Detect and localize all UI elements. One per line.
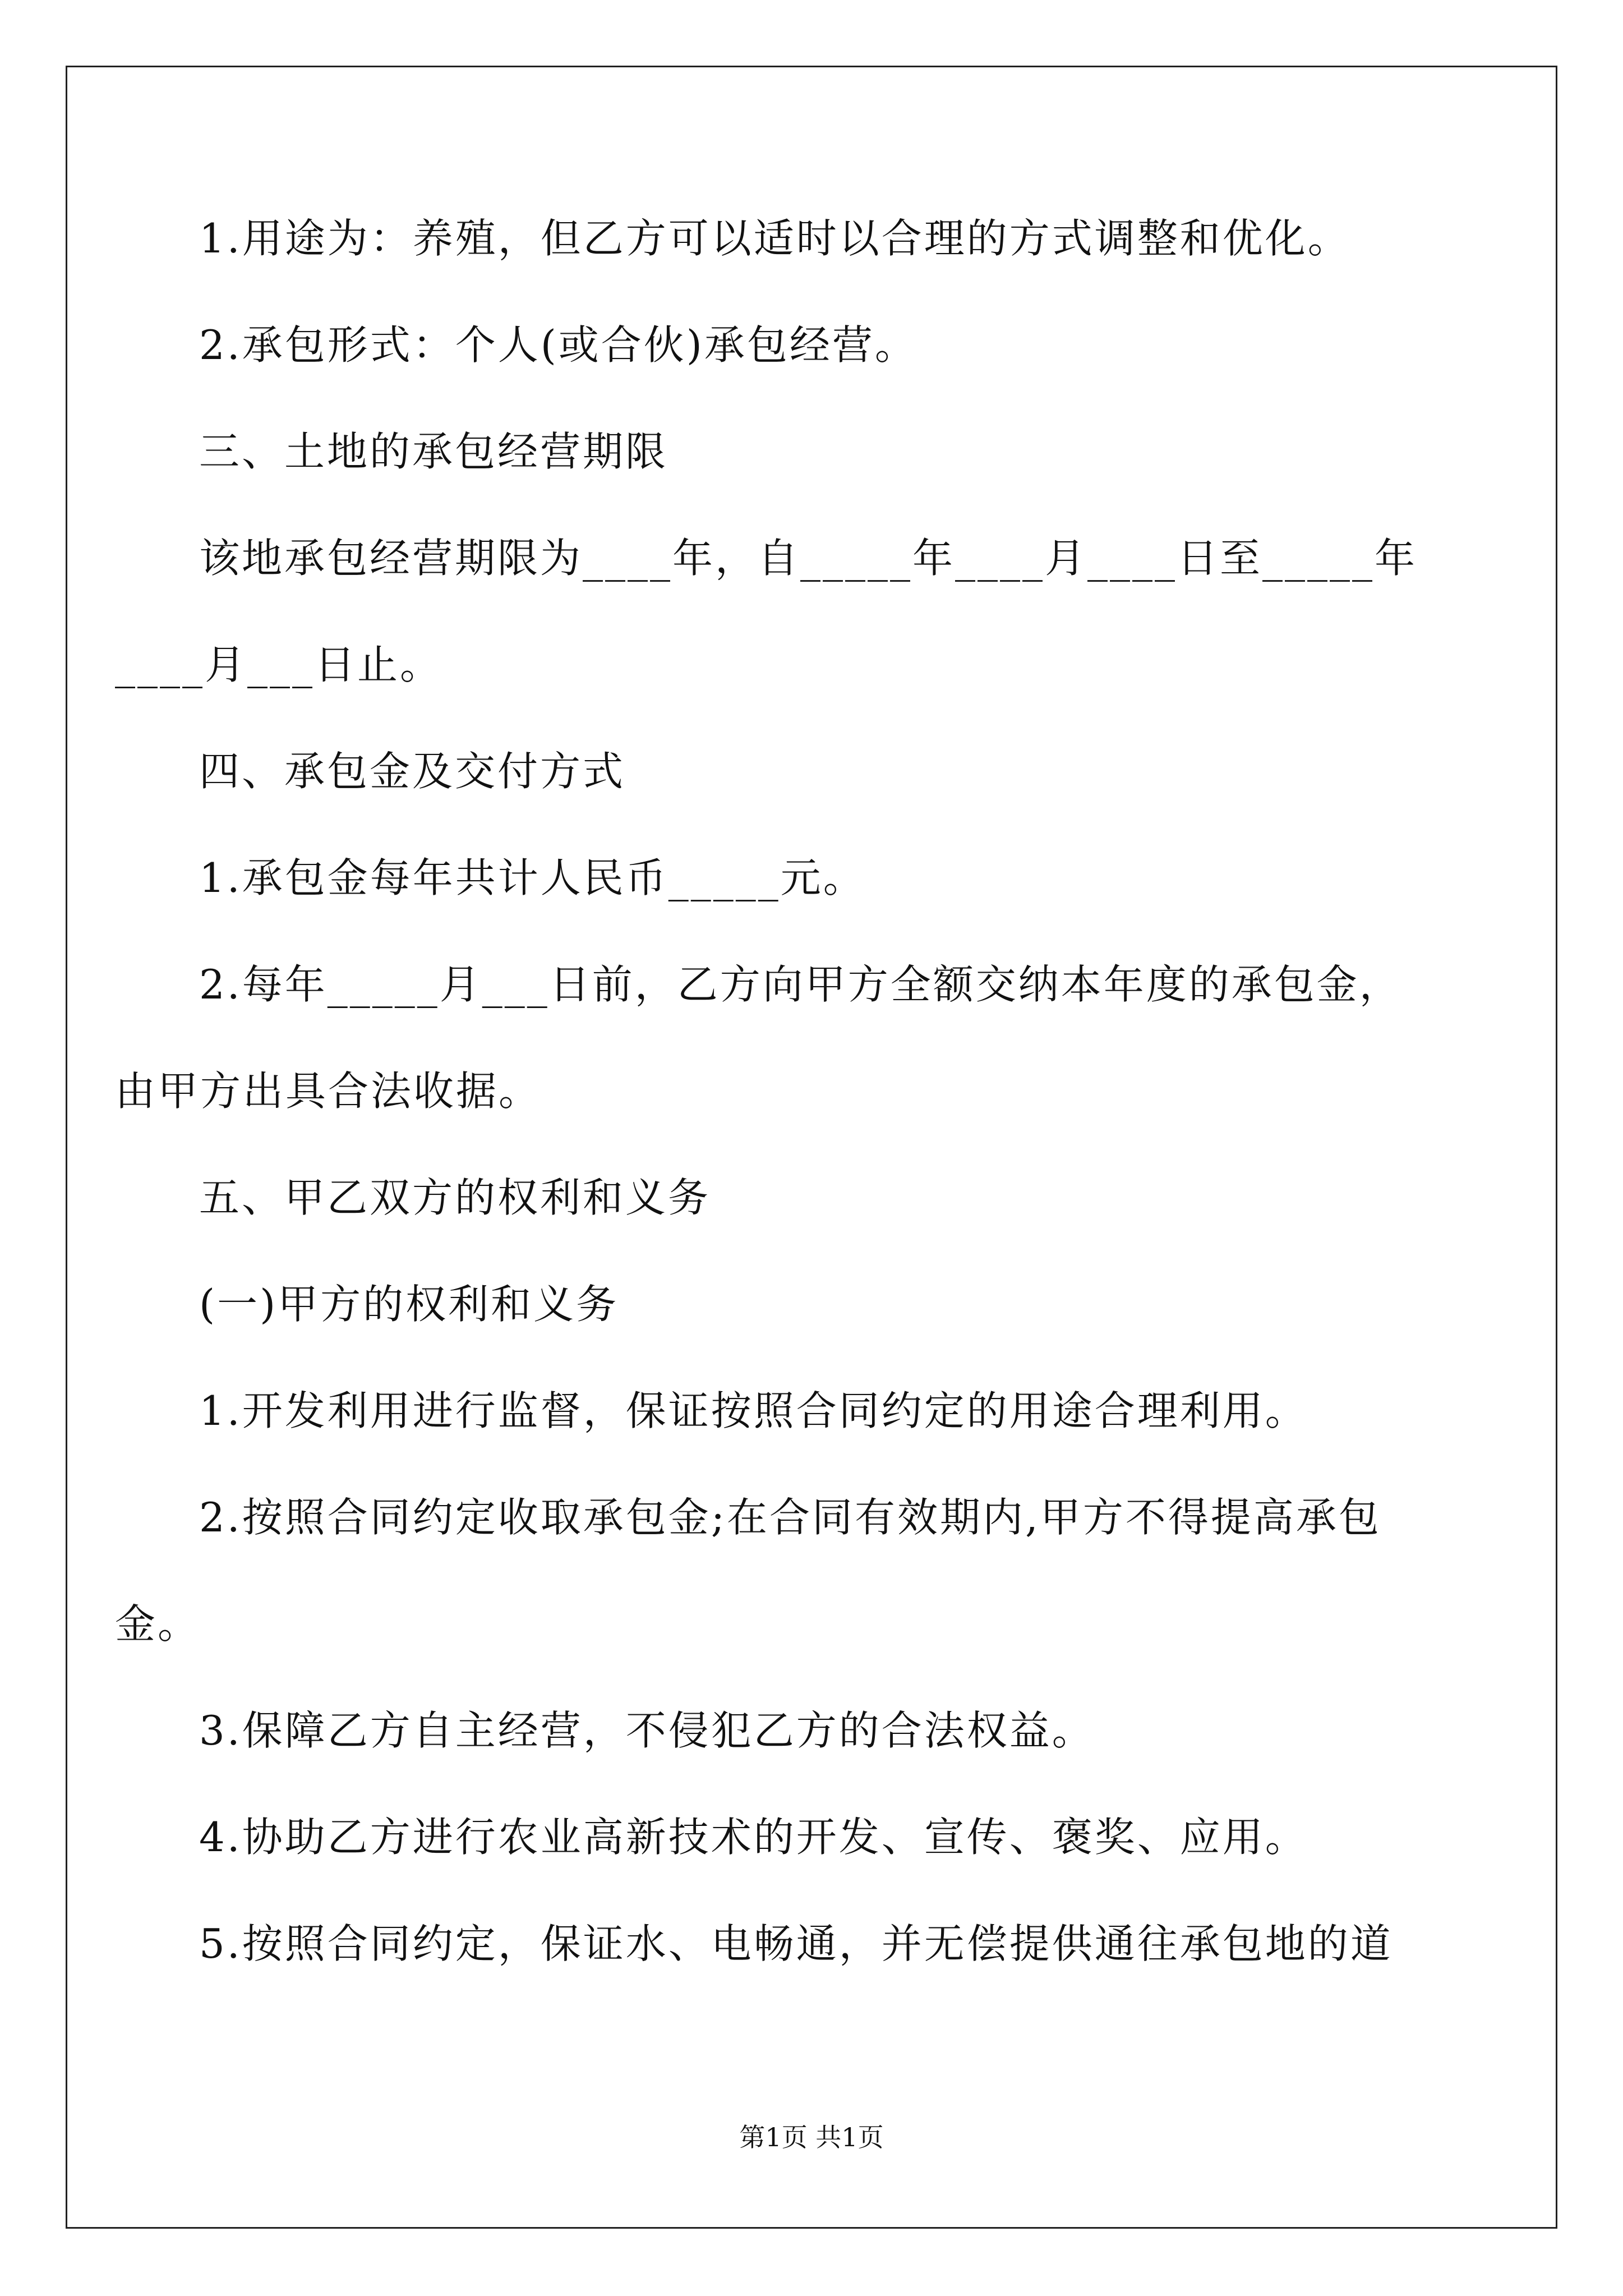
paragraph-term-line-1: 该地承包经营期限为____年，自_____年____月____日至_____年 [199,535,1418,582]
clause-usage: 1.用途为：养殖，但乙方可以适时以合理的方式调整和优化。 [199,215,1350,262]
subsection-heading-party-a: (一)甲方的权利和义务 [199,1281,619,1328]
paragraph-term-line-2: ____月___日止。 [115,641,443,688]
clause-payment-date-line-1: 2.每年_____月___日前，乙方向甲方全额交纳本年度的承包金， [199,961,1402,1008]
clause-utilities: 5.按照合同约定，保证水、电畅通，并无偿提供通往承包地的道 [199,1920,1393,1967]
clause-collect-fee-line-1: 2.按照合同约定收取承包金;在合同有效期内,甲方不得提高承包 [199,1494,1381,1541]
section-heading-term: 三、土地的承包经营期限 [199,428,668,475]
clause-supervision: 1.开发利用进行监督，保证按照合同约定的用途合理利用。 [199,1387,1308,1434]
clause-collect-fee-line-2: 金。 [115,1600,201,1648]
clause-contract-form: 2.承包形式：个人(或合伙)承包经营。 [199,321,917,369]
clause-payment-date-line-2: 由甲方出具合法收据。 [115,1068,542,1115]
clause-tech-assist: 4.协助乙方进行农业高新技术的开发、宣传、褒奖、应用。 [199,1814,1308,1861]
clause-annual-fee: 1.承包金每年共计人民币_____元。 [199,854,866,901]
section-heading-payment: 四、承包金及交付方式 [199,748,626,795]
page-frame [66,66,1557,2229]
section-heading-rights: 五、甲乙双方的权利和义务 [199,1174,711,1221]
page-footer: 第1页 共1页 [739,2122,884,2152]
clause-autonomy: 3.保障乙方自主经营，不侵犯乙方的合法权益。 [199,1707,1095,1754]
